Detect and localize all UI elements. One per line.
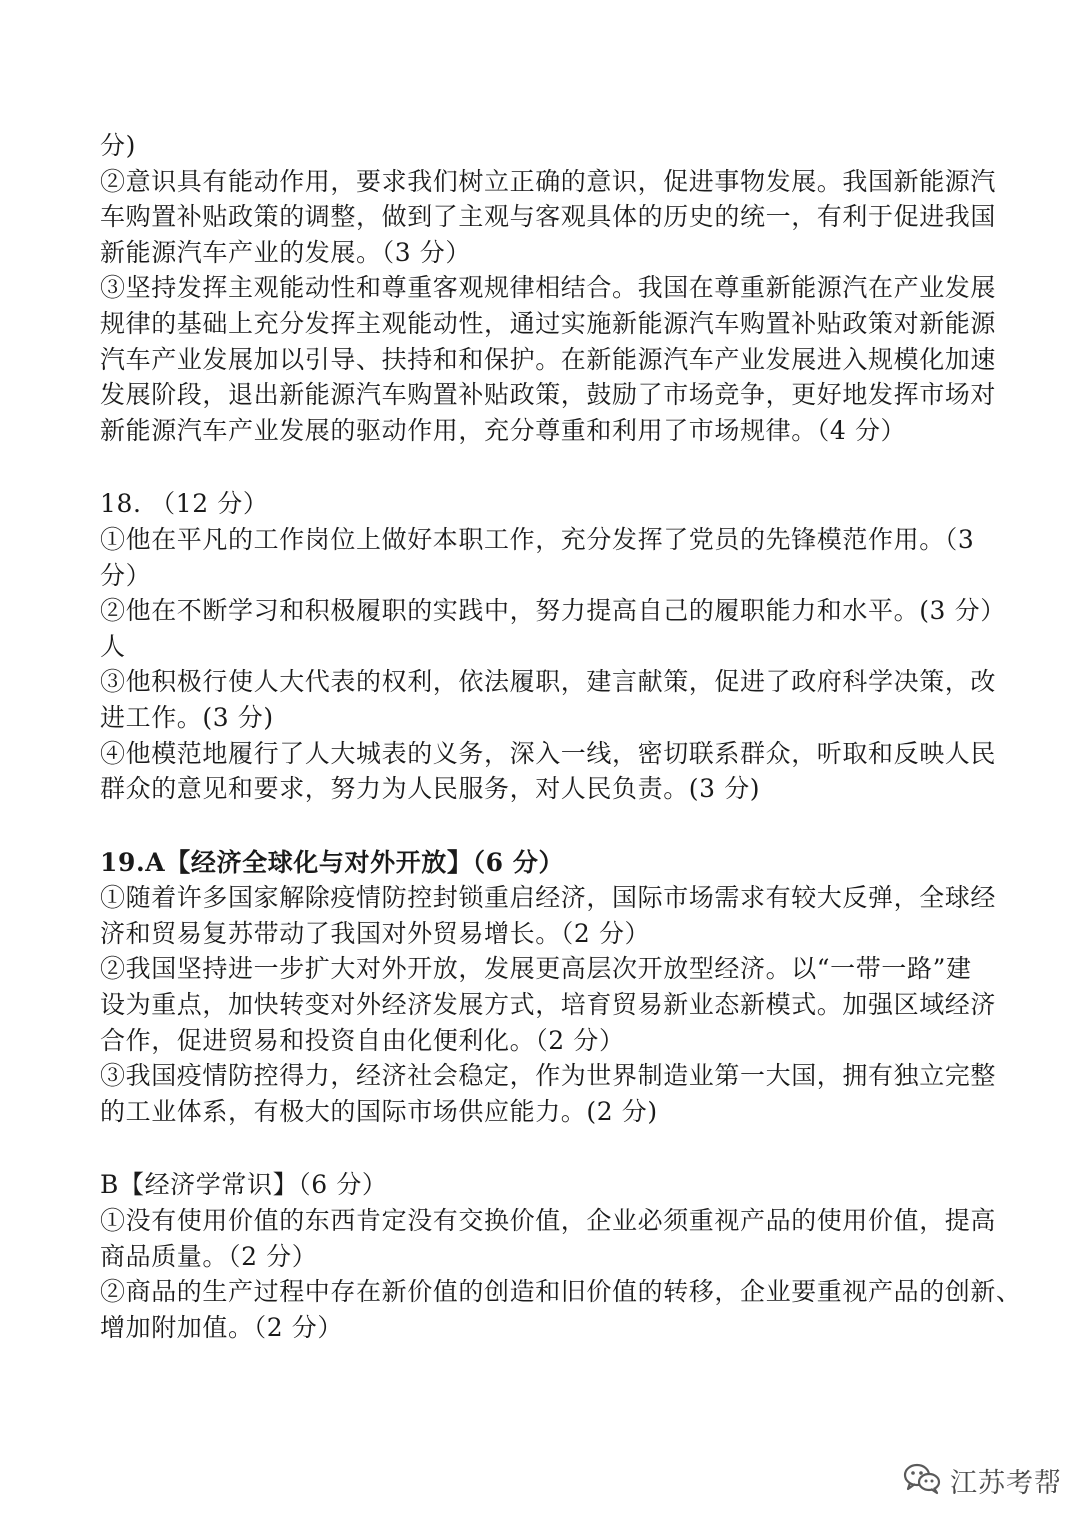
answer-page bbox=[100, 128, 1022, 1345]
text-line: 人 bbox=[100, 631, 126, 661]
text-line: 的工业体系，有极大的国际市场供应能力。(2 分) bbox=[100, 1096, 658, 1126]
question-heading-19b: B【经济学常识】（6 分） bbox=[100, 1170, 388, 1200]
question-heading-18: 18. （12 分） bbox=[100, 489, 269, 519]
watermark bbox=[902, 1460, 1062, 1500]
text-line: 济和贸易复苏带动了我国对外贸易增长。（2 分） bbox=[100, 918, 651, 948]
text-line: 分） bbox=[100, 560, 152, 590]
text-line: ③我国疫情防控得力，经济社会稳定，作为世界制造业第一大国，拥有独立完整 bbox=[100, 1061, 997, 1091]
text-line: 规律的基础上充分发挥主观能动性，通过实施新能源汽车购置补贴政策对新能源 bbox=[100, 308, 997, 338]
text-line: ①他在平凡的工作岗位上做好本职工作，充分发挥了党员的先锋模范作用。（3 bbox=[100, 524, 975, 554]
watermark-text: 江苏考帮 bbox=[950, 1467, 1062, 1499]
text-line: ②意识具有能动作用，要求我们树立正确的意识，促进事物发展。我国新能源汽 bbox=[100, 166, 997, 196]
text-line: 合作，促进贸易和投资自由化便利化。（2 分） bbox=[100, 1025, 625, 1055]
question-heading-19a: 19.A【经济全球化与对外开放】（6 分） bbox=[100, 847, 565, 877]
text-line: 增加附加值。（2 分） bbox=[100, 1312, 343, 1342]
text-line: ②我国坚持进一步扩大对外开放，发展更高层次开放型经济。以“一带一路”建 bbox=[100, 954, 972, 984]
text-line: ①没有使用价值的东西肯定没有交换价值，企业必须重视产品的使用价值，提高 bbox=[100, 1206, 997, 1236]
text-line: ③他积极行使人大代表的权利，依法履职，建言献策，促进了政府科学决策，改 bbox=[100, 667, 997, 697]
text-line: 群众的意见和要求，努力为人民服务，对人民负责。(3 分) bbox=[100, 774, 761, 804]
wechat-icon bbox=[902, 1461, 942, 1499]
text-line: 汽车产业发展加以引导、扶持和和保护。在新能源汽车产业发展进入规模化加速 bbox=[100, 344, 997, 374]
text-line: 新能源汽车产业的发展。（3 分） bbox=[100, 237, 471, 267]
text-line: ②商品的生产过程中存在新价值的创造和旧价值的转移，企业要重视产品的创新、 bbox=[100, 1277, 1022, 1307]
text-line: 进工作。(3 分) bbox=[100, 702, 274, 732]
text-line: 设为重点，加快转变对外经济发展方式，培育贸易新业态新模式。加强区域经济 bbox=[100, 990, 997, 1020]
text-line: 新能源汽车产业发展的驱动作用，充分尊重和利用了市场规律。（4 分） bbox=[100, 415, 907, 445]
text-line: ①随着许多国家解除疫情防控封锁重启经济，国际市场需求有较大反弹，全球经 bbox=[100, 883, 997, 913]
section-gap bbox=[100, 448, 1000, 486]
section-gap bbox=[100, 1129, 1000, 1167]
section-gap bbox=[100, 807, 1000, 845]
text-line: 分) bbox=[100, 131, 136, 160]
text-line: 发展阶段，退出新能源汽车购置补贴政策，鼓励了市场竞争，更好地发挥市场对 bbox=[100, 380, 997, 410]
text-line: ③坚持发挥主观能动性和尊重客观规律相结合。我国在尊重新能源汽在产业发展 bbox=[100, 273, 997, 303]
text-line: 车购置补贴政策的调整，做到了主观与客观具体的历史的统一，有利于促进我国 bbox=[100, 202, 997, 232]
text-line: ④他模范地履行了人大城表的义务，深入一线，密切联系群众，听取和反映人民 bbox=[100, 738, 997, 768]
text-line: 商品质量。（2 分） bbox=[100, 1241, 318, 1271]
text-line: ②他在不断学习和积极履职的实践中，努力提高自己的履职能力和水平。(3 分） bbox=[100, 596, 1006, 626]
